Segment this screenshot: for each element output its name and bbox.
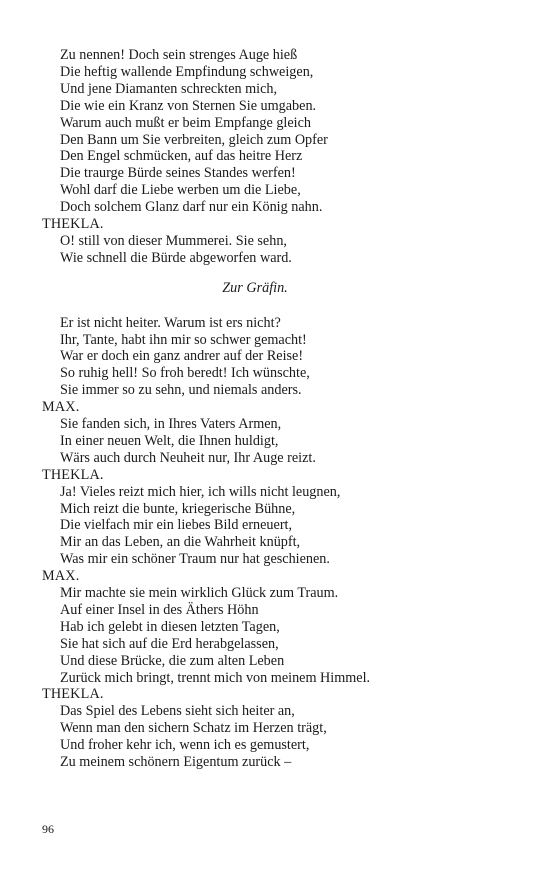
speaker-name: MAX.	[42, 399, 80, 416]
verse-line: Auf einer Insel in des Äthers Höhn	[60, 601, 259, 618]
speaker-name: THEKLA.	[42, 466, 104, 483]
speaker-name: MAX.	[42, 568, 80, 585]
verse-line: Wenn man den sichern Schatz im Herzen trägt,	[60, 720, 327, 737]
speaker-name: THEKLA.	[42, 686, 104, 703]
verse-line: Sie fanden sich, in Ihres Vaters Armen,	[60, 416, 282, 432]
verse-line: Und froher kehr ich, wenn ich es gemustert,	[60, 737, 310, 754]
verse-line: Mir machte sie mein wirklich Glück zum Traum.	[60, 585, 339, 601]
verse-line: So ruhig hell! So froh beredt! Ich wünschte,	[60, 365, 310, 382]
verse-line: Sie immer so zu sehn, und niemals anders.	[60, 382, 302, 399]
verse-line: War er doch ein ganz andrer auf der Reise!	[60, 348, 304, 365]
verse-line: O! still von dieser Mummerei. Sie sehn,	[60, 232, 287, 249]
verse-line: Doch solchem Glanz darf nur ein König nahn.	[60, 199, 323, 216]
verse-line: Was mir ein schöner Traum nur hat geschienen.	[60, 551, 330, 568]
verse-line: Zu nennen! Doch sein strenges Auge hieß	[60, 47, 298, 63]
verse-line: Die traurge Bürde seines Standes werfen!	[60, 165, 296, 182]
verse-line: Zu meinem schönern Eigentum zurück –	[60, 754, 292, 770]
verse-line: Zurück mich bringt, trennt mich von meinem Himmel.	[60, 669, 371, 686]
verse-line: Mich reizt die bunte, kriegerische Bühne,	[60, 500, 296, 517]
verse-line: Und diese Brücke, die zum alten Leben	[60, 652, 285, 669]
verse-line: Den Bann um Sie verbreiten, gleich zum Opfer	[60, 131, 328, 148]
verse-line: In einer neuen Welt, die Ihnen huldigt,	[60, 432, 279, 449]
verse-line: Die heftig wallende Empfindung schweigen,	[60, 63, 314, 80]
verse-line: Sie hat sich auf die Erd herabgelassen,	[60, 635, 279, 652]
verse-line: Das Spiel des Lebens sieht sich heiter an,	[60, 703, 295, 720]
verse-line: Ja! Vieles reizt mich hier, ich wills nicht leugnen,	[60, 483, 341, 500]
verse-line: Die wie ein Kranz von Sternen Sie umgaben.	[60, 97, 317, 114]
verse-line: Wie schnell die Bürde abgeworfen ward.	[60, 249, 292, 266]
verse-line: Mir an das Leben, an die Wahrheit knüpft,	[60, 534, 301, 551]
stage-direction: Zur Gräfin.	[222, 279, 288, 296]
verse-line: Wohl darf die Liebe werben um die Liebe,	[60, 182, 301, 199]
verse-line: Ihr, Tante, habt ihn mir so schwer gemacht!	[60, 331, 307, 348]
verse-line: Die vielfach mir ein liebes Bild erneuert,	[60, 517, 293, 534]
speaker-name: THEKLA.	[42, 216, 104, 232]
page-number: 96	[42, 822, 54, 836]
verse-line: Hab ich gelebt in diesen letzten Tagen,	[60, 618, 280, 635]
verse-line: Und jene Diamanten schreckten mich,	[60, 80, 278, 97]
verse-line: Er ist nicht heiter. Warum ist ers nicht?	[60, 314, 281, 331]
verse-line: Wärs auch durch Neuheit nur, Ihr Auge reizt.	[60, 449, 316, 466]
verse-line: Den Engel schmücken, auf das heitre Herz	[60, 148, 303, 165]
verse-line: Warum auch mußt er beim Empfange gleich	[60, 114, 311, 131]
